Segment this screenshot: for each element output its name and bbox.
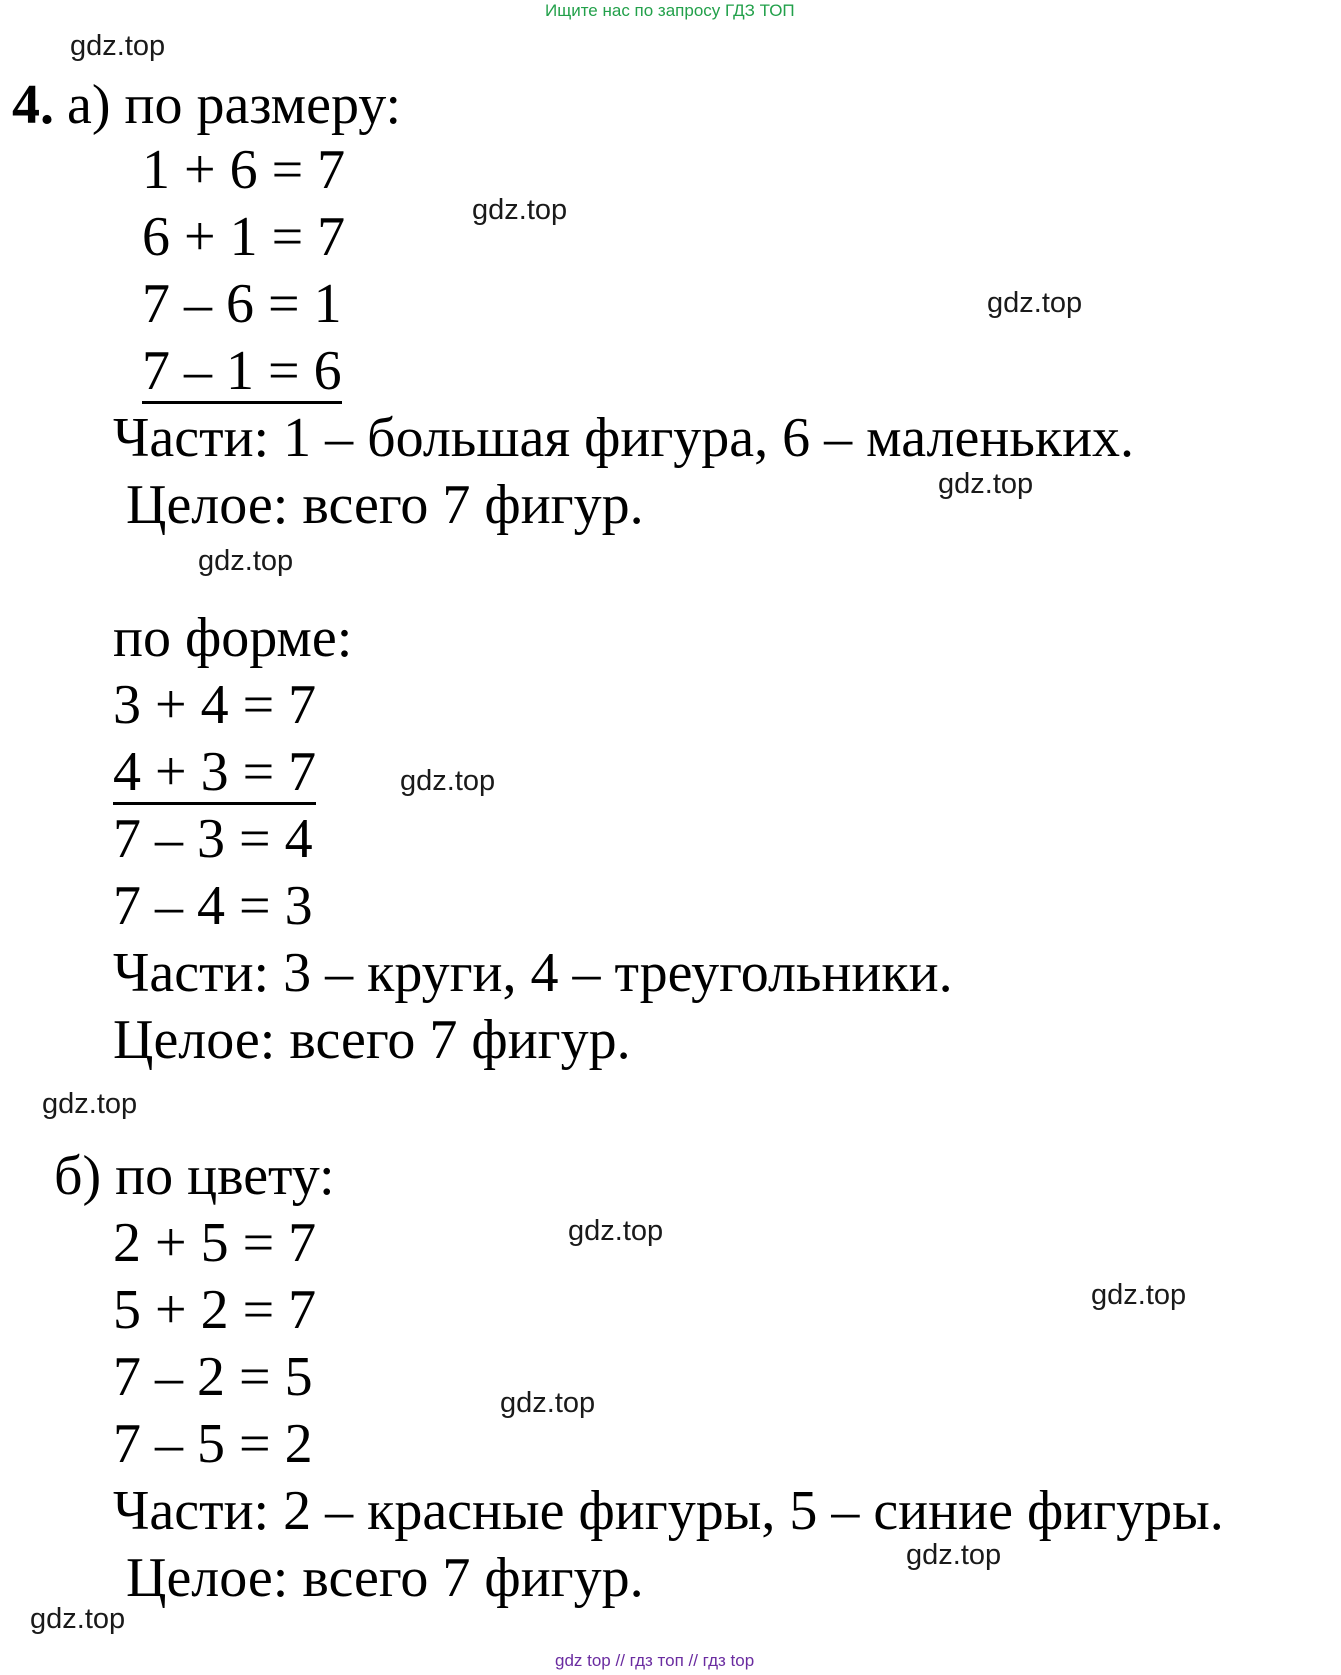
watermark: gdz.top — [30, 1603, 126, 1635]
equation: 7 – 2 = 5 — [113, 1346, 313, 1408]
equation: 7 – 6 = 1 — [142, 273, 342, 335]
equation: 2 + 5 = 7 — [113, 1212, 317, 1274]
task-number: 4. — [12, 74, 54, 136]
equation: 7 – 5 = 2 — [113, 1413, 313, 1475]
top-banner: Ищите нас по запросу ГДЗ ТОП — [545, 1, 795, 20]
equation-underlined: 7 – 1 = 6 — [142, 340, 342, 402]
watermark: gdz.top — [1091, 1279, 1187, 1311]
watermark: gdz.top — [198, 545, 294, 577]
part-b-heading: б) по цвету: — [54, 1145, 335, 1207]
watermark: gdz.top — [987, 287, 1083, 319]
watermark: gdz.top — [42, 1088, 138, 1120]
watermark: gdz.top — [906, 1539, 1002, 1571]
equation: 6 + 1 = 7 — [142, 206, 346, 268]
shape-parts: Части: 3 – круги, 4 – треугольники. — [113, 942, 953, 1004]
equation: 1 + 6 = 7 — [142, 139, 346, 201]
footer-text: gdz top // гдз топ // гдз top — [555, 1651, 755, 1670]
color-whole: Целое: всего 7 фигур. — [126, 1547, 644, 1609]
equation: 7 – 4 = 3 — [113, 875, 313, 937]
watermark: gdz.top — [500, 1387, 596, 1419]
watermark: gdz.top — [472, 194, 568, 226]
watermark: gdz.top — [568, 1215, 664, 1247]
equation: 3 + 4 = 7 — [113, 674, 317, 736]
equation: 5 + 2 = 7 — [113, 1279, 317, 1341]
part-a-heading: а) по размеру: — [67, 74, 402, 136]
shape-heading: по форме: — [113, 607, 353, 669]
color-parts: Части: 2 – красные фигуры, 5 – синие фигуры. — [113, 1480, 1224, 1542]
size-whole: Целое: всего 7 фигур. — [126, 474, 644, 536]
size-parts: Части: 1 – большая фигура, 6 – маленьких. — [113, 407, 1135, 469]
equation-underlined: 4 + 3 = 7 — [113, 741, 317, 803]
watermark: gdz.top — [70, 30, 166, 62]
watermark: gdz.top — [938, 468, 1034, 500]
watermark: gdz.top — [400, 765, 496, 797]
equation: 7 – 3 = 4 — [113, 808, 313, 870]
shape-whole: Целое: всего 7 фигур. — [113, 1009, 631, 1071]
